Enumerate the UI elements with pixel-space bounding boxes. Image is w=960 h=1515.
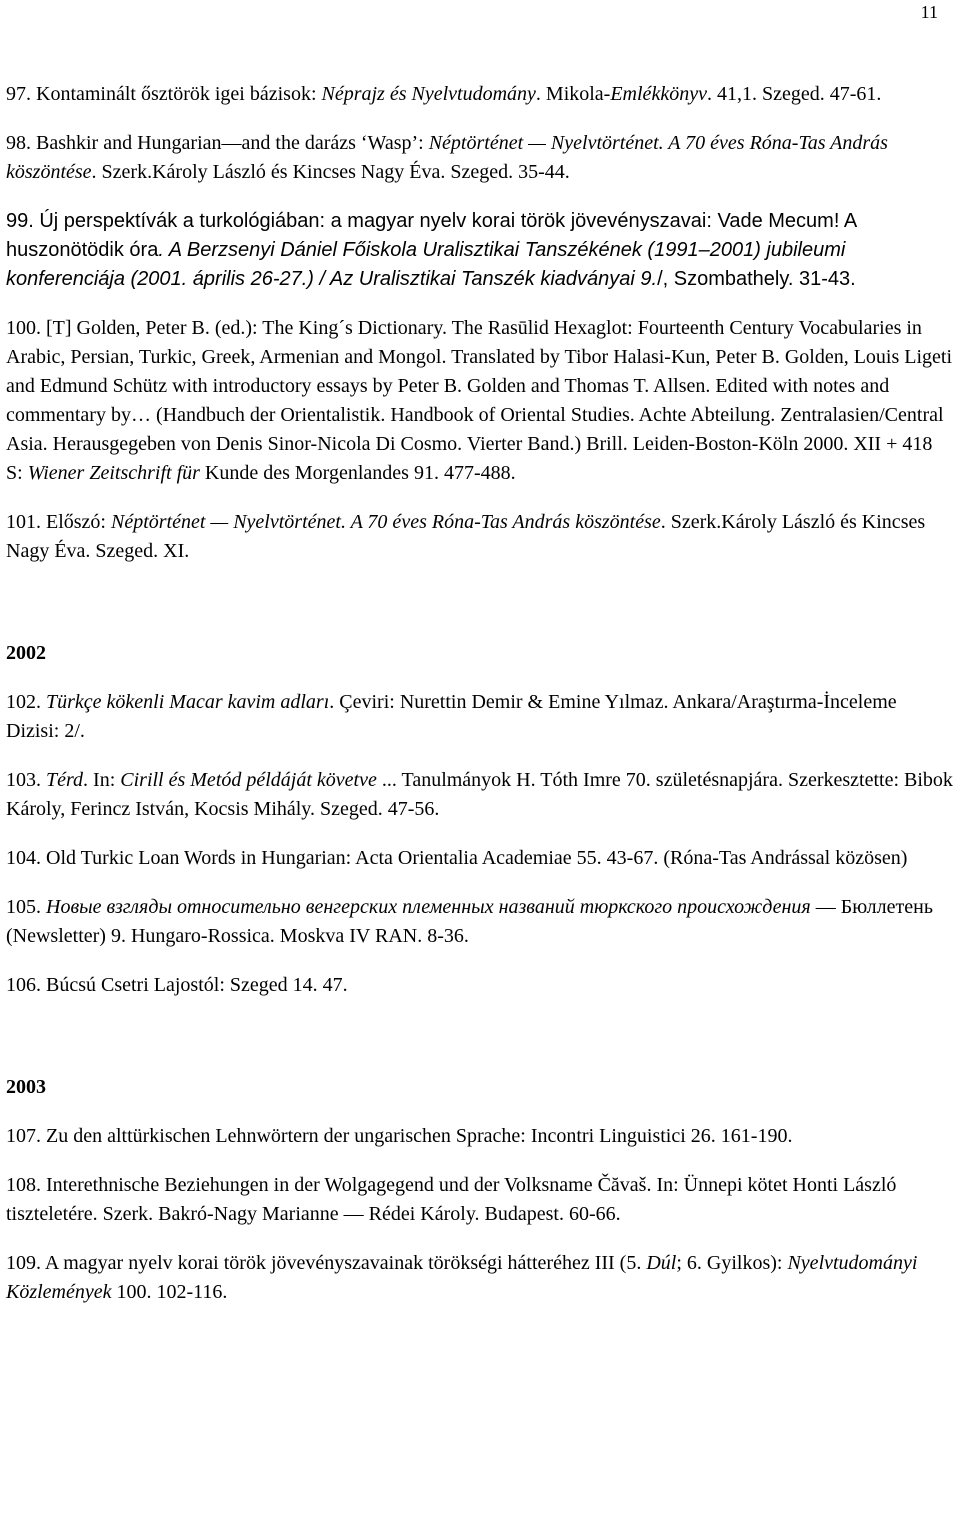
entry-text: . Mikola- — [535, 83, 611, 105]
entry-title: Néptörténet — Nyelvtörténet. A 70 éves Róna-Tas András köszöntése — [6, 132, 888, 183]
entry-98 — [6, 129, 954, 187]
entry-text: 99. Új perspektívák a turkológiában: a magyar nyelv korai török jövevényszavai: Vade Mecum! A huszonötödik óra — [6, 210, 857, 261]
entry-title: . A Berzsenyi Dániel Főiskola Uralisztikai Tanszékének (1991–2001) jubileumi konferenciája (2001. április 26-27.) / Az Uralisztikai Tanszék kiadványai 9. — [6, 239, 846, 290]
entry-text: 101. Előszó: — [6, 511, 111, 533]
entry-text: 108. Interethnische Beziehungen in der Wolgagegend und der Volksname Čăvaš. In: Ünnepi kötet Honti László tiszteletére. Szerk. Bakró-Nagy Marianne — Rédei Károly. Budapest. 60-66. — [6, 1174, 897, 1225]
entry-text: 104. Old Turkic Loan Words in Hungarian: Acta Orientalia Academiae 55. 43-67. (Róna-Tas Andrással közösen) — [6, 847, 908, 869]
entry-text: 100. 102-116. — [111, 1281, 228, 1303]
entry-105 — [6, 893, 954, 951]
entry-text: ... Tanulmányok H. Tóth Imre 70. születésnapjára. Szerkesztette: Bibok Károly, Ferincz István, Kocsis Mihály. Szeged. 47-56. — [6, 769, 953, 820]
entry-101 — [6, 508, 954, 566]
entry-text: 109. A magyar nyelv korai török jövevényszavainak törökségi hátteréhez III (5. — [6, 1252, 647, 1274]
entry-title: Nyelvtudományi Közlemények — [6, 1252, 918, 1303]
entry-title: Néprajz és Nyelvtudomány — [321, 83, 536, 105]
year-heading-2003: 2003 — [6, 1076, 46, 1098]
entry-text: . In: — [83, 769, 121, 791]
entry-text: Kunde des Morgenlandes 91. 477-488. — [199, 462, 516, 484]
page-number: 11 — [920, 2, 938, 22]
entry-title: Cirill és Metód példáját követve — [120, 769, 377, 791]
entry-107 — [6, 1122, 954, 1151]
entry-102 — [6, 688, 954, 746]
entry-100 — [6, 314, 954, 488]
entry-title: Emlékkönyv — [610, 83, 707, 105]
entry-text: . Szerk.Károly László és Kincses Nagy Éva. Szeged. 35-44. — [91, 161, 570, 183]
entry-title: Новые взгляды относительно венгерских племенных названий тюркского происхождения — [46, 896, 811, 918]
entry-text: . Szerk.Károly László és Kincses Nagy Éva. Szeged. XI. — [6, 511, 926, 562]
entry-title: Wiener Zeitschrift für — [27, 462, 200, 484]
entry-97 — [6, 80, 954, 109]
entry-text: 106. Búcsú Csetri Lajostól: Szeged 14. 47. — [6, 974, 348, 996]
entry-text: . Çeviri: Nurettin Demir & Emine Yılmaz. Ankara/Araştırma-İnceleme Dizisi: 2/. — [6, 691, 897, 742]
entry-text: — Бюллетень (Newsletter) 9. Hungaro-Rossica. Moskva IV RAN. 8-36. — [6, 896, 933, 947]
entry-text: 102. — [6, 691, 46, 713]
entry-103 — [6, 766, 954, 824]
entry-text: . 41,1. Szeged. 47-61. — [706, 83, 882, 105]
bibliography-list — [6, 80, 954, 1307]
entry-text: 103. — [6, 769, 46, 791]
entry-text: 98. Bashkir and Hungarian—and the darázs ‘Wasp’: — [6, 132, 429, 154]
entry-text: 100. [T] Golden, Peter B. (ed.): The King´s Dictionary. The Rasūlid Hexaglot: Fourteenth Century Vocabularies in Arabic, Persian, Turkic, Greek, Armenian and Mongol. Translated by Tibor Halasi-Kun, Peter B. Golden, Louis Ligeti and Edmund Schütz with introductory essays by Peter B. Golden and Thomas T. Allsen. Edited with notes and commentary by… (Handbuch der Orientalistik. Handbook of Oriental Studies. Achte Abteilung. Zentralasien/Central Asia. Herausgegeben von Denis Sinor-Nicola Di Cosmo. Vierter Band.) Brill. Leiden-Boston-Köln 2000. XII + 418 S: — [6, 317, 953, 484]
entry-106 — [6, 971, 954, 1000]
entry-title: Türkçe kökenli Macar kavim adları — [46, 691, 330, 713]
entry-99 — [6, 207, 954, 294]
entry-text: ; 6. Gyilkos): — [676, 1252, 788, 1274]
entry-text: 105. — [6, 896, 46, 918]
entry-title: Néptörténet — Nyelvtörténet. A 70 éves Róna-Tas András köszöntése — [111, 511, 661, 533]
entry-text: /, Szombathely. 31-43. — [657, 268, 856, 290]
entry-title: Térd — [46, 769, 84, 791]
entry-109 — [6, 1249, 954, 1307]
year-heading-2002: 2002 — [6, 642, 46, 664]
entry-title: Dúl — [646, 1252, 677, 1274]
entry-text: 97. Kontaminált ősztörök igei bázisok: — [6, 83, 322, 105]
entry-108 — [6, 1171, 954, 1229]
entry-104 — [6, 844, 954, 873]
entry-text: 107. Zu den alttürkischen Lehnwörtern der ungarischen Sprache: Incontri Linguistici 26. 161-190. — [6, 1125, 793, 1147]
